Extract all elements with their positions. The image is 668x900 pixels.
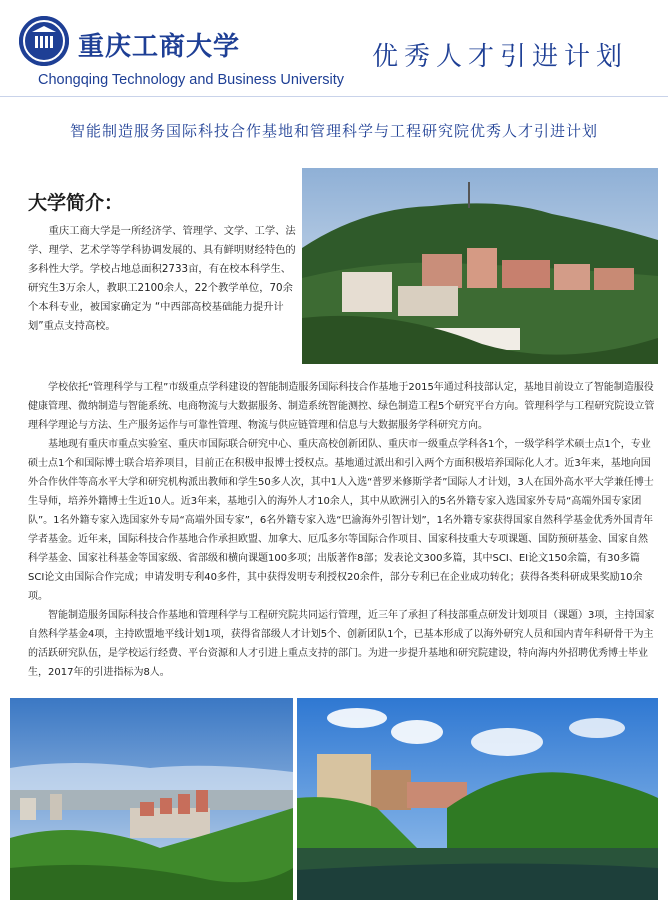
campus-photo-lake-view — [297, 698, 658, 900]
intro-paragraph: 重庆工商大学是一所经济学、管理学、文学、工学、法学、理学、艺术学等学科协调发展的、具有鲜明财经特色的多科性大学。学校占地总面积2733亩，有在校本科学生、研究生3万余人，教职工2100余人，22个教学单位，70余个本科专业，被国家确定为 “中西部高校基础能力提升计划”重点支持高校。 — [28, 225, 296, 332]
body-paragraph-talent: 基地现有重庆市重点实验室、重庆市国际联合研究中心、重庆高校创新团队、重庆市一级重点学科各1个，一级学科学术硕士点1个，专业硕士点1个和国际博士联合培养项目，目前正在积极申报博士授权点。基地通过派出和引入两个方面积极培养国际化人才。近3年来，基地向国外合作伙伴等高水平大学和研究机构派出教师和学生50多人次，其中1人入选“普罗米修斯学者”国际人才计划，3人在国外高水平大学兼任博士生导师，培养外籍博士生近10人。近3年来，基地引入的海外人才10余人，其中从欧洲引入的5名外籍专家入选国家外专局“高端外国专家团队”。1名外籍专家入选国家外专局“高端外国专家”，6名外籍专家入选“巴渝海外引智计划”，1名外籍专家获得国家自然科学基金优秀外国青年学者基金。近年来，国际科技合作基地合作承担欧盟、加拿大、厄瓜多尔等国际合作项目、国家科技重大专项课题、国防预研基金、国家自然科学基金、国家社科基金等国家级、省部级和横向课题100多项；出版著作8部；发表论文300多篇，其中SCI、EI论文150余篇，有30多篇SCI论文由国际合作完成；申请发明专利40多件，其中获得发明专利授权20余件，部分专利已在企业成功转化；获得各类科研成果奖励10余项。 — [28, 439, 654, 602]
plan-title: 优秀人才引进计划 — [372, 42, 629, 72]
campus-photo-hillside — [302, 168, 658, 364]
header-divider — [0, 96, 668, 97]
university-name-cn: 重庆工商大学 — [78, 32, 241, 62]
document-subtitle: 智能制造服务国际科技合作基地和管理科学与工程研究院优秀人才引进计划 — [69, 122, 598, 140]
campus-photo-city-view — [10, 698, 293, 900]
intro-heading: 大学简介： — [28, 192, 124, 214]
body-text — [28, 378, 656, 682]
university-name-en: Chongqing Technology and Business University — [38, 72, 345, 88]
page-header — [0, 0, 668, 100]
body-paragraph-recruitment: 智能制造服务国际科技合作基地和管理科学与工程研究院共同运行管理，近三年了承担了科技部重点研发计划项目（课题）3项，主持国家自然科学基金4项，主持欧盟地平线计划1项，获得省部级人才计划5个、创新团队1个，已基本形成了以海外研究人员和国内青年科研骨干为主的活跃研究队伍，是学校运行经费、平台资源和人才引进上重点支持的部门。为进一步提升基地和研究院建设，特向海内外招聘优秀博士毕业生，2017年的引进指标为8人。 — [28, 610, 655, 678]
university-seal-icon — [19, 16, 69, 66]
body-paragraph-platforms: 学校依托“管理科学与工程”市级重点学科建设的智能制造服务国际科技合作基地于2015年通过科技部认定，基地目前设立了智能制造服役健康管理、微纳制造与智能系统、电商物流与大数据服务、制造系统智能测控、绿色制造工程5个研究平台方向。管理科学与工程研究院设立管理科学理论与方法、生产服务运作与可靠性管理、物流与供应链管理和信息与大数据服务学科研究方向。 — [28, 382, 655, 431]
